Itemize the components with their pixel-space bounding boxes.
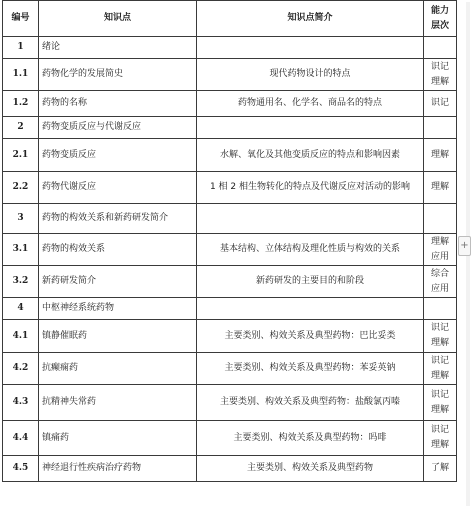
table-row [3, 456, 457, 482]
table-body [3, 37, 457, 482]
row-number: 1.1 [3, 59, 39, 91]
row-intro [197, 37, 424, 59]
row-topic: 新药研发简介 [39, 266, 197, 298]
row-level: 识记 理解 [424, 353, 457, 385]
row-level: 理解 [424, 172, 457, 204]
table-row [3, 298, 457, 320]
table-header-row [3, 1, 457, 37]
row-intro: 新药研发的主要目的和阶段 [197, 266, 424, 298]
row-topic: 药物的构效关系 [39, 234, 197, 266]
row-topic: 镇静催眠药 [39, 320, 197, 353]
header-level: 能力层次 [424, 1, 457, 37]
row-level: 识记 理解 [424, 385, 457, 421]
row-topic: 药物的构效关系和新药研发简介 [39, 204, 197, 234]
row-number: 2.2 [3, 172, 39, 204]
row-topic: 抗癫痫药 [39, 353, 197, 385]
row-topic: 中枢神经系统药物 [39, 298, 197, 320]
row-topic: 药物变质反应 [39, 139, 197, 172]
row-level: 识记 [424, 91, 457, 117]
table-row [3, 385, 457, 421]
row-number: 4.2 [3, 353, 39, 385]
row-number: 2.1 [3, 139, 39, 172]
row-number: 2 [3, 117, 39, 139]
row-level: 识记 理解 [424, 421, 457, 456]
table-row [3, 266, 457, 298]
syllabus-table [2, 0, 457, 482]
row-level [424, 117, 457, 139]
row-level: 理解 [424, 139, 457, 172]
row-topic: 镇痛药 [39, 421, 197, 456]
table-row [3, 91, 457, 117]
row-intro: 水解、氧化及其他变质反应的特点和影响因素 [197, 139, 424, 172]
row-intro [197, 298, 424, 320]
row-intro: 主要类别、构效关系及典型药物：苯妥英钠 [197, 353, 424, 385]
table-row [3, 37, 457, 59]
row-number: 4.4 [3, 421, 39, 456]
table-row [3, 421, 457, 456]
row-topic: 药物的名称 [39, 91, 197, 117]
row-level: 理解 应用 [424, 234, 457, 266]
row-intro: 主要类别、构效关系及典型药物：盐酸氯丙嗪 [197, 385, 424, 421]
row-topic: 药物变质反应与代谢反应 [39, 117, 197, 139]
row-number: 1.2 [3, 91, 39, 117]
table-row [3, 353, 457, 385]
row-number: 3.1 [3, 234, 39, 266]
table-row [3, 117, 457, 139]
row-intro [197, 204, 424, 234]
row-topic: 药物代谢反应 [39, 172, 197, 204]
plus-icon[interactable]: + [458, 236, 471, 256]
row-level: 识记 理解 [424, 59, 457, 91]
table-row [3, 59, 457, 91]
row-intro [197, 117, 424, 139]
row-level [424, 298, 457, 320]
table-row [3, 234, 457, 266]
header-topic: 知识点 [39, 1, 197, 37]
row-level: 综合 应用 [424, 266, 457, 298]
row-level: 了解 [424, 456, 457, 482]
row-number: 4.3 [3, 385, 39, 421]
row-number: 3.2 [3, 266, 39, 298]
row-topic: 药物化学的发展简史 [39, 59, 197, 91]
table-row [3, 320, 457, 353]
row-number: 3 [3, 204, 39, 234]
row-intro: 主要类别、构效关系及典型药物：吗啡 [197, 421, 424, 456]
table-row [3, 139, 457, 172]
row-level [424, 204, 457, 234]
header-number: 编号 [3, 1, 39, 37]
row-topic: 神经退行性疾病治疗药物 [39, 456, 197, 482]
row-topic: 绪论 [39, 37, 197, 59]
row-intro: 主要类别、构效关系及典型药物：巴比妥类 [197, 320, 424, 353]
row-level [424, 37, 457, 59]
row-number: 4.5 [3, 456, 39, 482]
row-topic: 抗精神失常药 [39, 385, 197, 421]
row-intro: 药物通用名、化学名、商品名的特点 [197, 91, 424, 117]
row-intro: 1 相 2 相生物转化的特点及代谢反应对活动的影响 [197, 172, 424, 204]
row-level: 识记 理解 [424, 320, 457, 353]
row-intro: 主要类别、构效关系及典型药物 [197, 456, 424, 482]
header-intro: 知识点简介 [197, 1, 424, 37]
row-number: 4.1 [3, 320, 39, 353]
row-number: 4 [3, 298, 39, 320]
document-page [2, 0, 456, 482]
row-intro: 现代药物设计的特点 [197, 59, 424, 91]
row-number: 1 [3, 37, 39, 59]
row-intro: 基本结构、立体结构及理化性质与构效的关系 [197, 234, 424, 266]
table-row [3, 172, 457, 204]
table-row [3, 204, 457, 234]
